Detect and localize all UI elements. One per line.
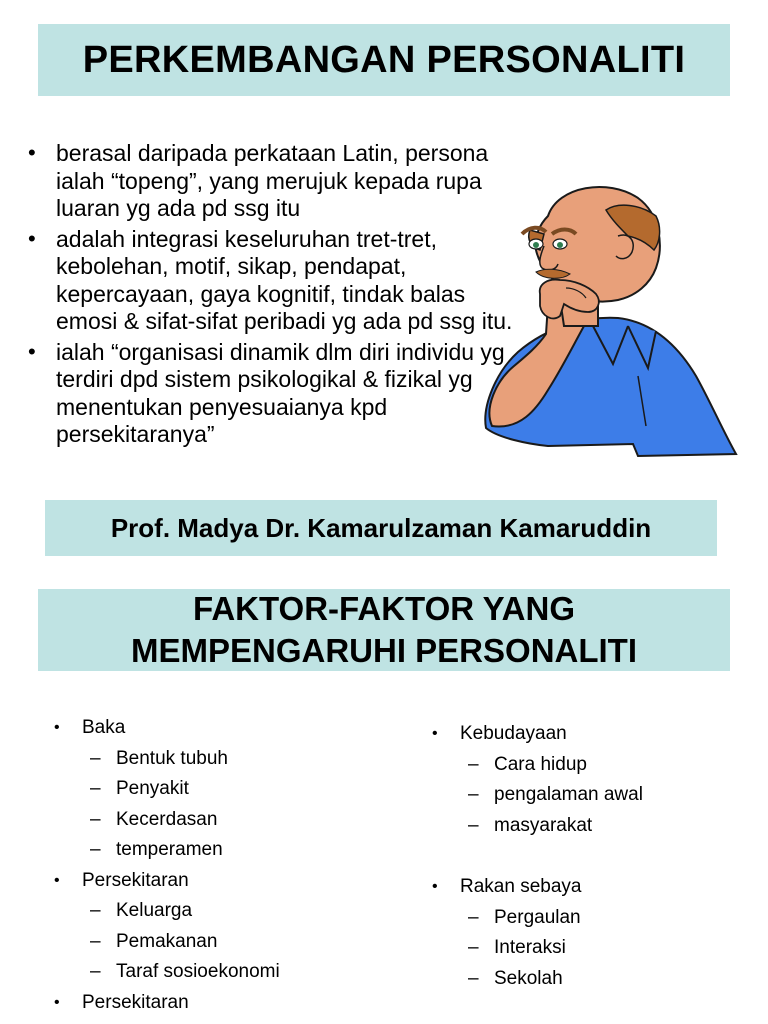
subfactor-item: – Pemakanan — [82, 927, 374, 958]
factor-item — [432, 719, 752, 841]
definition-item: • adalah integrasi keseluruhan tret-tret, kebolehan, motif, sikap, pendapat, kepercayaan, gaya kognitif, tindak balas emosi & sifat-sifat peribadi yg ada pd ssg itu. — [26, 226, 526, 336]
factor-list-right — [432, 719, 752, 994]
subfactor-item: – Taraf sosioekonomi — [82, 957, 374, 988]
factor-item — [432, 872, 752, 994]
subfactor-item: – pengalaman awal — [460, 780, 752, 811]
subfactor-item: – Sekolah — [460, 964, 752, 995]
subfactor-item: – Keluarga — [82, 896, 374, 927]
subfactor-item: – Cara hidup — [460, 750, 752, 781]
section-title-line-2: MEMPENGARUHI PERSONALITI — [130, 632, 638, 669]
author-banner — [45, 500, 717, 556]
definition-item: • berasal daripada perkataan Latin, persona ialah “topeng”, yang merujuk kepada rupa luaran yg ada pd ssg itu — [26, 140, 526, 223]
subfactor-list — [82, 744, 374, 866]
subfactor-item: – Penyakit — [82, 774, 374, 805]
section-title-line-1: FAKTOR-FAKTOR YANG — [193, 590, 575, 627]
factor-item — [54, 988, 374, 1019]
factor-label: Persekitaran — [82, 869, 189, 891]
factor-label: Persekitaran — [82, 991, 189, 1013]
factor-label: Rakan sebaya — [460, 876, 582, 897]
slide-title-text: PERKEMBANGAN PERSONALITI — [82, 38, 686, 81]
factor-label: Kebudayaan — [460, 723, 567, 744]
subfactor-list — [460, 903, 752, 995]
definition-list — [26, 140, 526, 452]
subfactor-item: – Interaksi — [460, 933, 752, 964]
factor-list-left — [54, 713, 374, 1018]
author-name: Prof. Madya Dr. Kamarulzaman Kamaruddin — [110, 512, 652, 543]
slide-title — [38, 24, 730, 96]
subfactor-item: – Bentuk tubuh — [82, 744, 374, 775]
subfactor-list — [82, 896, 374, 988]
subfactor-item: – temperamen — [82, 835, 374, 866]
thinking-man-illustration — [478, 176, 740, 460]
factor-item — [54, 866, 374, 988]
subfactor-item: – Kecerdasan — [82, 805, 374, 836]
section-title — [38, 589, 730, 671]
subfactor-item: – masyarakat — [460, 811, 752, 842]
definition-item: • ialah “organisasi dinamik dlm diri individu yg terdiri dpd sistem psikologikal & fizikal yg menentukan penyesuaianya kpd persekitaranya” — [26, 339, 526, 449]
factor-label: Baka — [82, 717, 126, 738]
subfactor-item: – Pergaulan — [460, 903, 752, 934]
factor-item — [54, 713, 374, 866]
subfactor-list — [460, 750, 752, 842]
